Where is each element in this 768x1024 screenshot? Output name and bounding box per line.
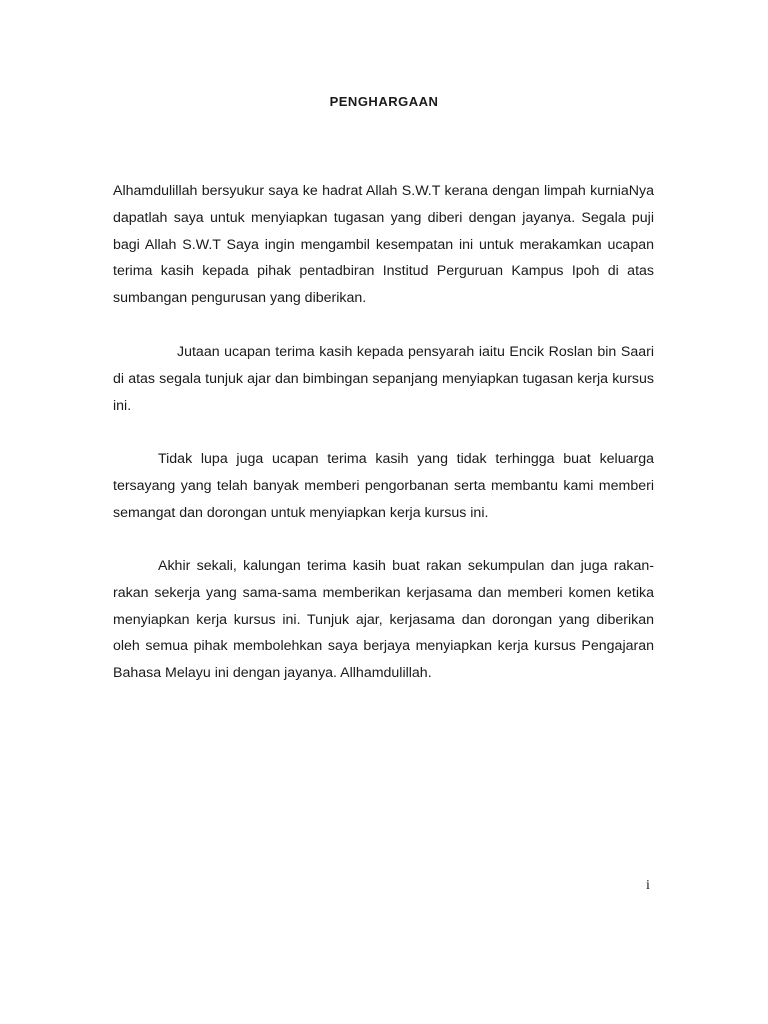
paragraph-family-thanks: Tidak lupa juga ucapan terima kasih yang tidak terhingga buat keluarga tersayang yang telah banyak memberi pengorbanan serta membantu kami memberi semangat dan dorongan untuk menyiapkan kerja kursus ini. [113, 451, 654, 521]
paragraph-opening: Alhamdulillah bersyukur saya ke hadrat Allah S.W.T kerana dengan limpah kurniaNya dapatlah saya untuk menyiapkan tugasan yang diberi dengan jayanya. Segala puji bagi Allah S.W.T Saya ingin mengambil kesempatan ini untuk merakamkan ucapan terima kasih kepada pihak pentadbiran Institud Perguruan Kampus Ipoh di atas sumbangan pengurusan yang diberikan. [113, 183, 654, 307]
page-number: i [646, 878, 650, 893]
paragraph-closing: Akhir sekali, kalungan terima kasih buat rakan sekumpulan dan juga rakan-rakan sekerja yang sama-sama memberikan kerjasama dan memberi komen ketika menyiapkan kerja kursus ini. Tunjuk ajar, kerjasama dan dorongan yang diberikan oleh semua pihak membolehkan saya berjaya menyiapkan kerja kursus Pengajaran Bahasa Melayu ini dengan jayanya. Allhamdulillah. [113, 558, 654, 682]
page-title: PENGHARGAAN [329, 94, 439, 109]
paragraph-lecturer-thanks: Jutaan ucapan terima kasih kepada pensyarah iaitu Encik Roslan bin Saari di atas segala tunjuk ajar dan bimbingan sepanjang menyiapkan tugasan kerja kursus ini. [113, 344, 654, 414]
